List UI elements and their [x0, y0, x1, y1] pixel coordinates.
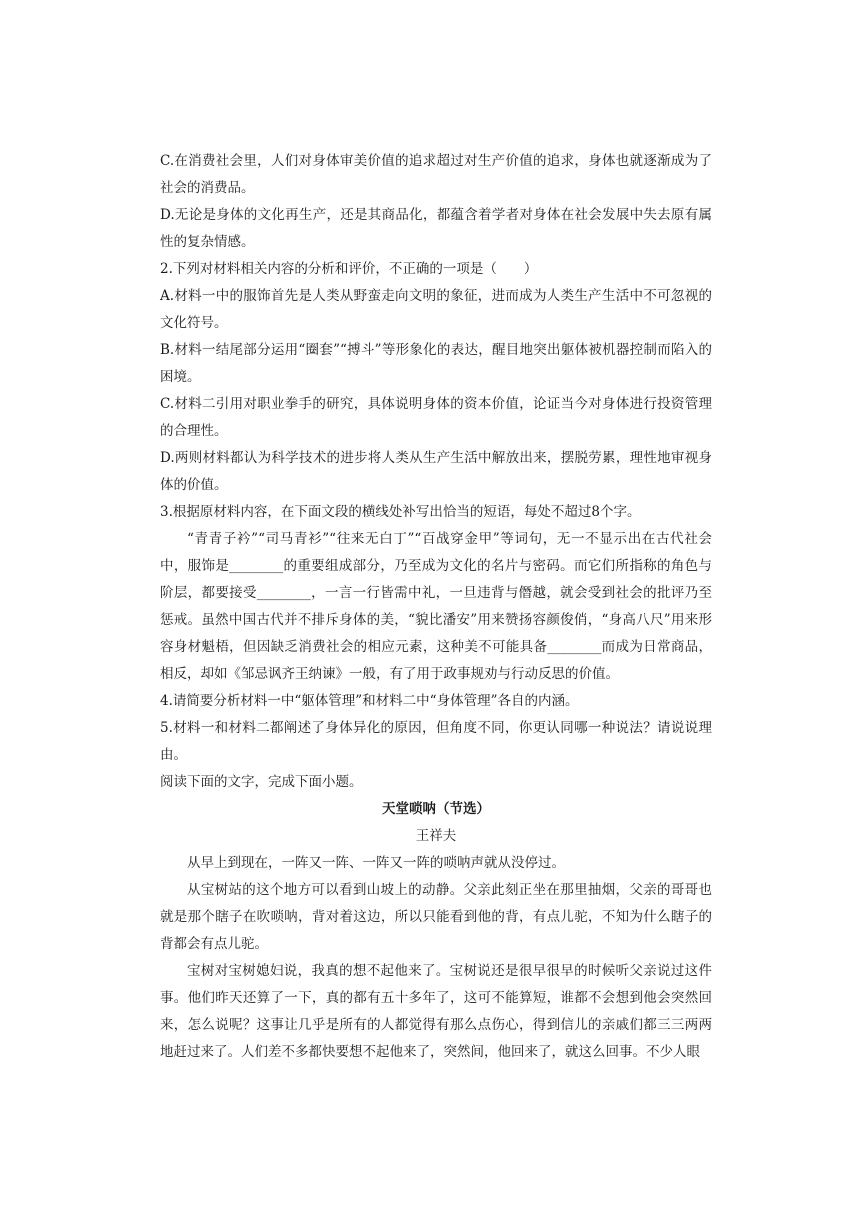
- question-3-passage: “青青子衿”“司马青衫”“往来无白丁”“百战穿金甲”等词句，无一不显示出在古代社会中，服饰是________的重要组成部分，乃至成为文化的名片与密码。而它们所指称的角色与阶层，都要接受________，一言一行皆需中礼，一旦违背与僭越，就会受到社会的批评乃至惩戒。虽然中国古代并不排斥身体的美，“貌比潘安”用来赞扬容颜俊俏，“身高八尺”用来形容身材魁梧，但因缺乏消费社会的相应元素，这种美不可能具备________而成为日常商品，相反，却如《邹忌讽齐王纳谏》一般，有了用于政事规劝与行动反思的价值。: [160, 531, 712, 682]
- reading-instruction: 阅读下面的文字，完成下面小题。: [160, 774, 363, 790]
- option-c-consumer-society: C.在消费社会里，人们对身体审美价值的追求超过对生产价值的追求，身体也就逐渐成为了社会的消费品。: [160, 153, 712, 196]
- question-2: 2.下列对材料相关内容的分析和评价，不正确的一项是（ ）: [160, 261, 538, 277]
- question-2-option-a: A.材料一中的服饰首先是人类从野蛮走向文明的象征，进而成为人类生产生活中不可忽视的文化符号。: [160, 288, 712, 331]
- question-3: 3.根据原材料内容，在下面文段的横线处补写出恰当的短语，每处不超过8个字。: [160, 504, 641, 520]
- question-2-option-b: B.材料一结尾部分运用“圈套”“搏斗”等形象化的表达，醒目地突出躯体被机器控制而陷入的困境。: [160, 342, 712, 385]
- story-paragraph-1: 从早上到现在，一阵又一阵、一阵又一阵的唢呐声就从没停过。: [187, 855, 565, 871]
- question-5: 5.材料一和材料二都阐述了身体异化的原因，但角度不同，你更认同哪一种说法？请说说理由。: [160, 720, 712, 763]
- story-paragraph-2: 从宝树站的这个地方可以看到山坡上的动静。父亲此刻正坐在那里抽烟，父亲的哥哥也就是那个瞎子在吹唢呐，背对着这边，所以只能看到他的背，有点儿驼，不知为什么瞎子的背都会有点儿驼。: [160, 882, 712, 952]
- question-2-option-c: C.材料二引用对职业拳手的研究，具体说明身体的资本价值，论证当今对身体进行投资管理的合理性。: [160, 396, 712, 439]
- question-4: 4.请简要分析材料一中“躯体管理”和材料二中“身体管理”各自的内涵。: [160, 693, 579, 709]
- story-author: 王祥夫: [415, 828, 457, 844]
- story-title: 天堂唢呐（节选）: [382, 801, 490, 817]
- question-2-option-d: D.两则材料都认为科学技术的进步将人类从生产生活中解放出来，摆脱劳累，理性地审视身体的价值。: [160, 450, 712, 493]
- story-paragraph-3: 宝树对宝树媳妇说，我真的想不起他来了。宝树说还是很早很早的时候听父亲说过这件事。他们昨天还算了一下，真的都有五十多年了，这可不能算短，谁都不会想到他会突然回来，怎么说呢？这事让几乎是所有的人都觉得有那么点伤心，得到信儿的亲戚们都三三两两地赶过来了。人们差不多都快要想不起他来了，突然间，他回来了，就这么回事。不少人眼: [160, 963, 712, 1060]
- option-d-culture-reproduction: D.无论是身体的文化再生产，还是其商品化，都蕴含着学者对身体在社会发展中失去原有属性的复杂情感。: [160, 207, 712, 250]
- document-body: [160, 148, 712, 1066]
